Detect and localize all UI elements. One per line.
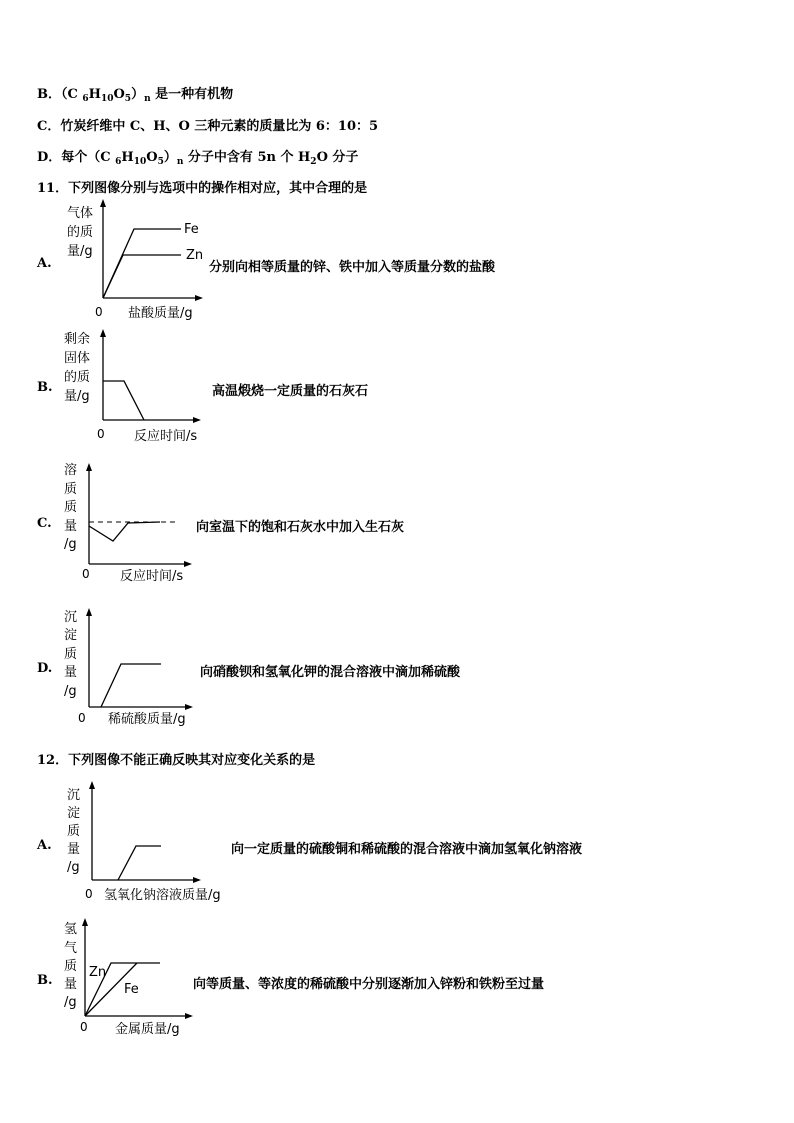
q12-b-origin: 0 [80, 1020, 88, 1034]
q12-a-ylabel-2: 淀 [67, 806, 81, 821]
q11-d-ylabel-3: 质 [64, 647, 78, 662]
q10-option-c: C．竹炭纤维中 C、H、O 三种元素的质量比为 6：10：5 [37, 119, 379, 134]
q11-c-letter: C. [37, 516, 52, 531]
graph-11c [89, 467, 188, 564]
q12-b-ylabel-2: 气 [64, 941, 78, 956]
graph-11d [89, 612, 189, 707]
q11-c-description: 向室温下的饱和石灰水中加入生石灰 [196, 520, 405, 535]
q11-d-origin: 0 [78, 711, 86, 725]
q11-a-letter: A. [37, 256, 52, 271]
q12-a-ylabel-1: 沉 [67, 788, 81, 803]
q10-option-d: D．每个（C $_6H_{10}O_5)_n$ 分子中含有 5n 个 $H_2O$ 分子 [37, 150, 359, 167]
q12-b-ylabel-4: 量 [64, 977, 78, 992]
q10-option-b: B．（C $_6H_{10}O_5)_n$ 是一种有机物 [37, 87, 234, 104]
q11-b-ylabel-2: 固体 [64, 351, 91, 366]
q11-a-zn-label: Zn [186, 248, 204, 263]
q12-a-ylabel-3: 质 [67, 824, 81, 839]
q12-b-ylabel-1: 氢 [64, 922, 78, 937]
graph-11a-zn-curve [103, 255, 181, 298]
q12-a-ylabel-4: 量 [67, 842, 81, 857]
q11-c-ylabel-3: 质 [64, 500, 78, 515]
q11-a-xlabel: 盐酸质量/g [128, 306, 193, 321]
q11-b-xlabel: 反应时间/s [134, 429, 198, 444]
q11-b-ylabel-1: 剩余 [64, 332, 91, 347]
q11-d-ylabel-1: 沉 [64, 610, 78, 625]
q11-d-xlabel: 稀硫酸质量/g [108, 712, 186, 727]
q11-b-letter: B. [37, 380, 53, 395]
q12-b-xlabel: 金属质量/g [115, 1022, 180, 1037]
q12-a-ylabel-5: /g [67, 860, 80, 875]
q11-b-ylabel-4: 量/g [64, 389, 90, 404]
q11-d-letter: D. [37, 661, 53, 676]
graph-11a [103, 203, 199, 298]
q11-d-ylabel-2: 淀 [64, 628, 78, 643]
q12-b-fe-label: Fe [124, 982, 139, 997]
q12-a-letter: A. [37, 838, 52, 853]
q11-d-ylabel-5: /g [64, 684, 77, 699]
q11-c-ylabel-4: 量 [64, 519, 78, 534]
q12-b-letter: B. [37, 973, 53, 988]
q11-stem: 11．下列图像分别与选项中的操作相对应，其中合理的是 [37, 181, 368, 196]
graph-11d-curve [101, 664, 161, 707]
q11-c-ylabel-2: 质 [64, 482, 78, 497]
q12-b-description: 向等质量、等浓度的稀硫酸中分别逐渐加入锌粉和铁粉至过量 [193, 977, 545, 992]
graph-12a-curve [118, 846, 161, 880]
q11-c-xlabel: 反应时间/s [120, 569, 184, 584]
q11-a-ylabel-3: 量/g [67, 244, 93, 259]
graph-11b-curve [103, 381, 144, 420]
graph-12a [92, 785, 197, 880]
q12-b-ylabel-5: /g [64, 995, 77, 1010]
q11-a-description: 分别向相等质量的锌、铁中加入等质量分数的盐酸 [209, 260, 496, 275]
q11-a-ylabel-2: 的质 [67, 225, 94, 240]
graph-11c-curve [89, 522, 160, 541]
q12-b-ylabel-3: 质 [64, 959, 78, 974]
q11-c-ylabel-1: 溶 [64, 463, 78, 478]
q11-a-fe-label: Fe [184, 222, 199, 237]
q12-a-description: 向一定质量的硫酸铜和稀硫酸的混合溶液中滴加氢氧化钠溶液 [231, 842, 583, 857]
q12-stem: 12．下列图像不能正确反映其对应变化关系的是 [37, 753, 316, 768]
q11-c-ylabel-5: /g [64, 537, 77, 552]
graph-11a-fe-curve [103, 229, 181, 298]
q12-a-origin: 0 [85, 887, 93, 901]
q11-a-origin: 0 [95, 305, 103, 319]
q11-b-description: 高温煅烧一定质量的石灰石 [212, 384, 369, 399]
q11-b-origin: 0 [97, 427, 105, 441]
q11-c-origin: 0 [82, 567, 90, 581]
q11-b-ylabel-3: 的质 [64, 370, 91, 385]
q11-d-ylabel-4: 量 [64, 665, 78, 680]
q12-a-xlabel: 氢氧化钠溶液质量/g [104, 888, 221, 903]
graph-11b [103, 333, 197, 420]
q11-d-description: 向硝酸钡和氢氧化钾的混合溶液中滴加稀硫酸 [200, 665, 461, 680]
q12-b-zn-label: Zn [89, 965, 107, 980]
q11-a-ylabel-1: 气体 [67, 206, 94, 221]
